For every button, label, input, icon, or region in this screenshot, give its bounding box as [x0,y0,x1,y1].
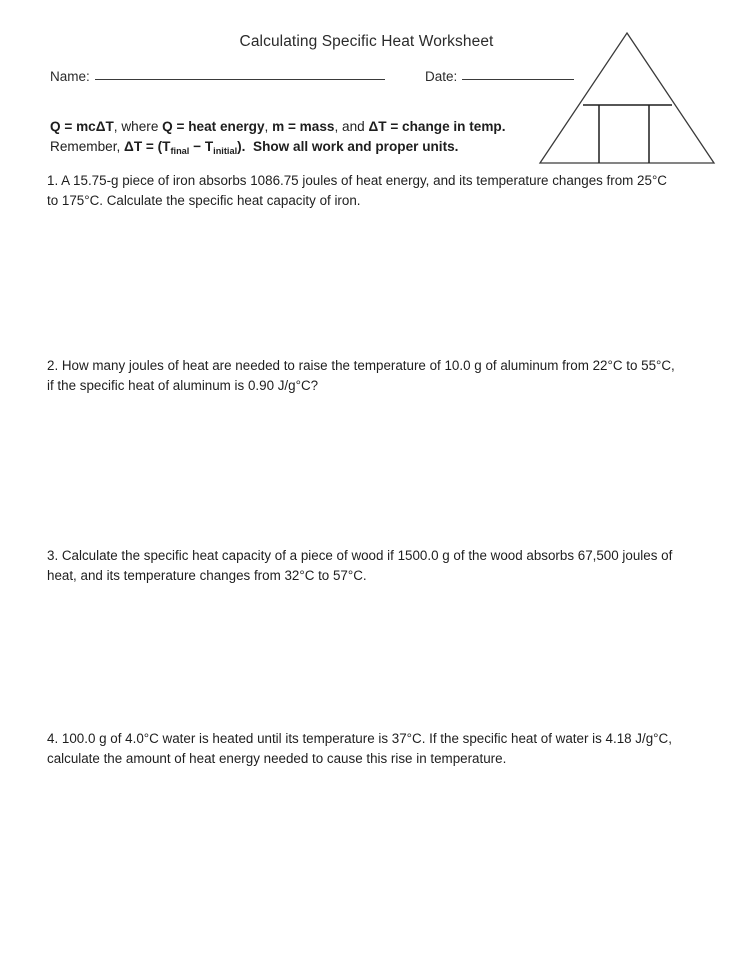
question-1: 1. A 15.75-g piece of iron absorbs 1086.75 joules of heat energy, and its temperature changes from 25°C to 175°C. Calculate the specific heat capacity of iron. [47,173,667,208]
page-title: Calculating Specific Heat Worksheet [239,33,494,50]
header-fields-row [50,68,550,90]
delta-t-definition-pre: ΔT = (T [124,138,171,154]
formula-line1-seg2: , where [113,119,163,134]
name-field-group [50,68,385,86]
formula-line-1 [50,117,545,137]
formula-equation: Q = mcΔT [50,119,114,134]
subscript-final: final [170,145,190,156]
name-label: Name: [50,69,90,84]
formula-line-2 [50,137,545,159]
name-input-line[interactable] [95,79,385,80]
formula-line1-seg4: , [264,119,273,134]
formula-def-delta-t: ΔT = change in temp. [368,119,506,134]
formula-triangle-diagram [533,22,723,172]
delta-t-definition-post: ). [237,138,246,154]
remember-prefix: Remember, [50,138,125,154]
subscript-initial: initial [213,145,238,156]
date-label: Date: [425,69,458,84]
formula-statement [50,117,545,158]
question-2: 2. How many joules of heat are needed to raise the temperature of 10.0 g of aluminum from 22°C to 55°C, if the specific heat of aluminum is 0.90 J/g°C? [47,358,675,393]
question-3: 3. Calculate the specific heat capacity of a piece of wood if 1500.0 g of the wood absorbs 67,500 joules of heat, and its temperature changes from 32°C to 57°C. [47,548,673,583]
delta-t-definition-mid: − T [189,138,214,154]
formula-def-m: m = mass [272,119,335,134]
formula-def-q: Q = heat energy [162,119,265,134]
question-4: 4. 100.0 g of 4.0°C water is heated until its temperature is 37°C. If the specific heat of water is 4.18 J/g°C, calculate the amount of heat energy needed to cause this rise in temperature. [47,731,672,766]
formula-line1-seg6: , and [334,119,369,134]
show-work-instruction: Show all work and proper units. [245,138,459,154]
triangle-outline [540,33,714,163]
